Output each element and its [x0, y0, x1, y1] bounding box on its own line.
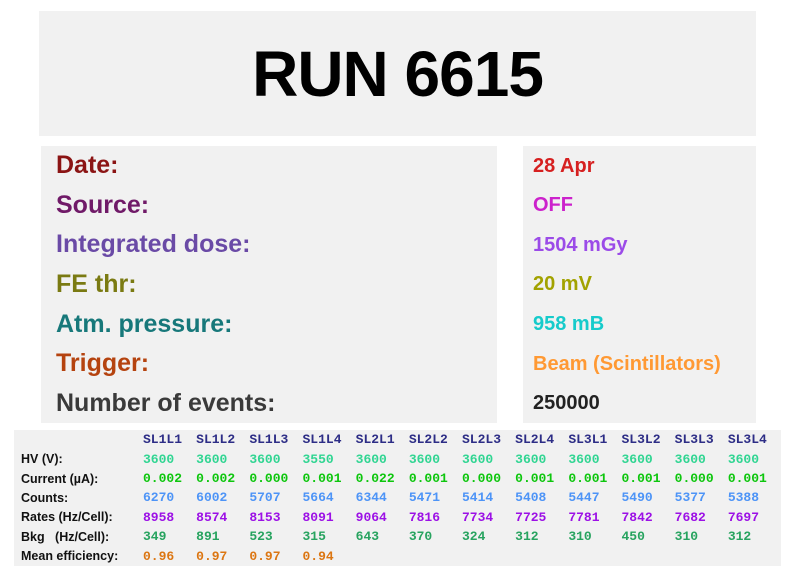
- table-cell-counts-sl1l3: 5707: [249, 490, 281, 506]
- table-header-sl2l4: SL2L4: [515, 432, 555, 448]
- table-cell-hv-sl1l1: 3600: [143, 451, 175, 467]
- table-cell-rates-sl2l2: 7816: [408, 509, 441, 525]
- table-cell-hv-sl2l2: 3600: [408, 451, 441, 467]
- table-header-sl2l1: SL2L1: [355, 432, 395, 448]
- table-cell-counts-sl3l3: 5377: [674, 490, 706, 506]
- summary-table: [14, 430, 781, 566]
- table-cell-current-sl3l2: 0.001: [621, 471, 661, 487]
- run-title-panel: [39, 11, 756, 136]
- table-cell-mean-efficiency-sl1l2: 0.97: [196, 548, 228, 564]
- table-cell-rates-sl3l1: 7781: [568, 509, 600, 525]
- table-cell-bkg-sl3l1: 310: [568, 529, 592, 545]
- table-cell-current-sl2l2: 0.001: [408, 471, 448, 487]
- table-header-sl1l3: SL1L3: [249, 432, 289, 448]
- table-row-label-current: Current (µA):: [21, 471, 99, 486]
- table-cell-bkg-sl2l4: 312: [515, 529, 539, 545]
- table-row-label-counts: Counts:: [21, 490, 69, 505]
- table-cell-bkg-sl2l3: 324: [462, 529, 486, 545]
- table-cell-hv-sl3l4: 3600: [727, 451, 760, 467]
- table-cell-bkg-sl2l2: 370: [408, 529, 433, 545]
- table-cell-current-sl2l3: 0.000: [462, 471, 502, 487]
- table-cell-hv-sl1l4: 3550: [302, 451, 334, 467]
- table-cell-counts-sl3l1: 5447: [568, 490, 600, 506]
- info-value-source: OFF: [533, 194, 573, 217]
- info-value-fe-thr: 20 mV: [533, 273, 592, 296]
- table-cell-current-sl2l1: 0.022: [355, 471, 395, 487]
- info-label-source: Source:: [56, 190, 150, 219]
- table-cell-current-sl1l3: 0.000: [249, 471, 289, 487]
- table-cell-rates-sl2l1: 9064: [355, 509, 387, 525]
- table-cell-current-sl3l4: 0.001: [727, 471, 767, 487]
- table-cell-rates-sl1l1: 8958: [143, 509, 175, 525]
- info-labels-panel: [41, 146, 497, 423]
- table-cell-rates-sl3l2: 7842: [621, 509, 653, 525]
- table-cell-rates-sl3l3: 7682: [674, 509, 706, 525]
- table-header-sl3l3: SL3L3: [674, 432, 714, 448]
- info-label-integrated-dose: Integrated dose:: [56, 230, 251, 259]
- page-title: RUN 6615: [252, 37, 543, 110]
- table-cell-current-sl3l3: 0.000: [674, 471, 714, 487]
- table-cell-hv-sl2l3: 3600: [462, 451, 494, 467]
- info-value-number-of-events: 250000: [533, 392, 600, 415]
- table-cell-bkg-sl1l2: 891: [196, 529, 220, 545]
- table-row-label-bkg: Bkg (Hz/Cell):: [21, 529, 110, 544]
- info-label-trigger: Trigger:: [56, 349, 150, 378]
- table-cell-hv-sl3l1: 3600: [568, 451, 600, 467]
- table-cell-hv-sl1l3: 3600: [249, 451, 281, 467]
- table-cell-bkg-sl3l4: 312: [727, 529, 752, 545]
- info-value-trigger: Beam (Scintillators): [533, 352, 721, 375]
- table-cell-hv-sl1l2: 3600: [196, 451, 228, 467]
- table-cell-current-sl2l4: 0.001: [515, 471, 555, 487]
- info-value-atm-pressure: 958 mB: [533, 313, 605, 336]
- table-header-sl3l1: SL3L1: [568, 432, 608, 448]
- table-header-sl1l4: SL1L4: [302, 432, 342, 448]
- table-cell-current-sl1l4: 0.001: [302, 471, 342, 487]
- summary-table-panel: [14, 430, 781, 566]
- info-values-panel: [523, 146, 756, 423]
- table-cell-current-sl1l2: 0.002: [196, 471, 236, 487]
- table-header-sl3l4: SL3L4: [727, 432, 767, 448]
- table-cell-hv-sl3l3: 3600: [674, 451, 706, 467]
- table-cell-counts-sl1l2: 6002: [196, 490, 228, 506]
- table-cell-counts-sl2l2: 5471: [408, 490, 441, 506]
- table-cell-rates-sl3l4: 7697: [727, 509, 760, 525]
- table-header-sl2l2: SL2L2: [408, 432, 448, 448]
- table-cell-counts-sl2l4: 5408: [515, 490, 547, 506]
- table-cell-bkg-sl2l1: 643: [355, 529, 380, 545]
- table-header-sl2l3: SL2L3: [462, 432, 502, 448]
- table-cell-hv-sl3l2: 3600: [621, 451, 653, 467]
- table-cell-mean-efficiency-sl1l4: 0.94: [302, 548, 334, 564]
- table-cell-rates-sl1l2: 8574: [196, 509, 228, 525]
- info-label-fe-thr: FE thr:: [56, 269, 137, 298]
- table-cell-counts-sl2l1: 6344: [355, 490, 387, 506]
- table-cell-hv-sl2l1: 3600: [355, 451, 387, 467]
- info-value-date: 28 Apr: [533, 154, 595, 177]
- table-cell-bkg-sl1l1: 349: [143, 529, 167, 545]
- table-cell-current-sl3l1: 0.001: [568, 471, 608, 487]
- table-cell-bkg-sl3l3: 310: [674, 529, 699, 545]
- table-cell-counts-sl1l1: 6270: [143, 490, 175, 506]
- table-cell-mean-efficiency-sl1l1: 0.96: [143, 548, 175, 564]
- table-row-label-hv: HV (V):: [21, 452, 63, 467]
- table-cell-bkg-sl1l4: 315: [302, 529, 326, 545]
- table-cell-counts-sl1l4: 5664: [302, 490, 334, 506]
- info-label-date: Date:: [56, 151, 119, 180]
- table-row-label-mean-efficiency: Mean efficiency:: [21, 549, 119, 564]
- table-header-sl1l2: SL1L2: [196, 432, 236, 448]
- info-label-number-of-events: Number of events:: [56, 388, 276, 417]
- table-cell-rates-sl1l4: 8091: [302, 509, 334, 525]
- info-label-atm-pressure: Atm. pressure:: [56, 309, 233, 338]
- table-row-label-rates: Rates (Hz/Cell):: [21, 510, 113, 525]
- table-cell-rates-sl2l3: 7734: [462, 509, 494, 525]
- table-cell-counts-sl3l4: 5388: [727, 490, 760, 506]
- table-cell-rates-sl1l3: 8153: [249, 509, 281, 525]
- table-header-sl1l1: SL1L1: [143, 432, 183, 448]
- table-cell-bkg-sl1l3: 523: [249, 529, 273, 545]
- table-cell-hv-sl2l4: 3600: [515, 451, 547, 467]
- table-cell-counts-sl3l2: 5490: [621, 490, 653, 506]
- info-value-integrated-dose: 1504 mGy: [533, 233, 628, 256]
- table-cell-counts-sl2l3: 5414: [462, 490, 494, 506]
- table-cell-current-sl1l1: 0.002: [143, 471, 183, 487]
- table-header-sl3l2: SL3L2: [621, 432, 661, 448]
- table-cell-mean-efficiency-sl1l3: 0.97: [249, 548, 281, 564]
- table-cell-bkg-sl3l2: 450: [621, 529, 645, 545]
- table-cell-rates-sl2l4: 7725: [515, 509, 547, 525]
